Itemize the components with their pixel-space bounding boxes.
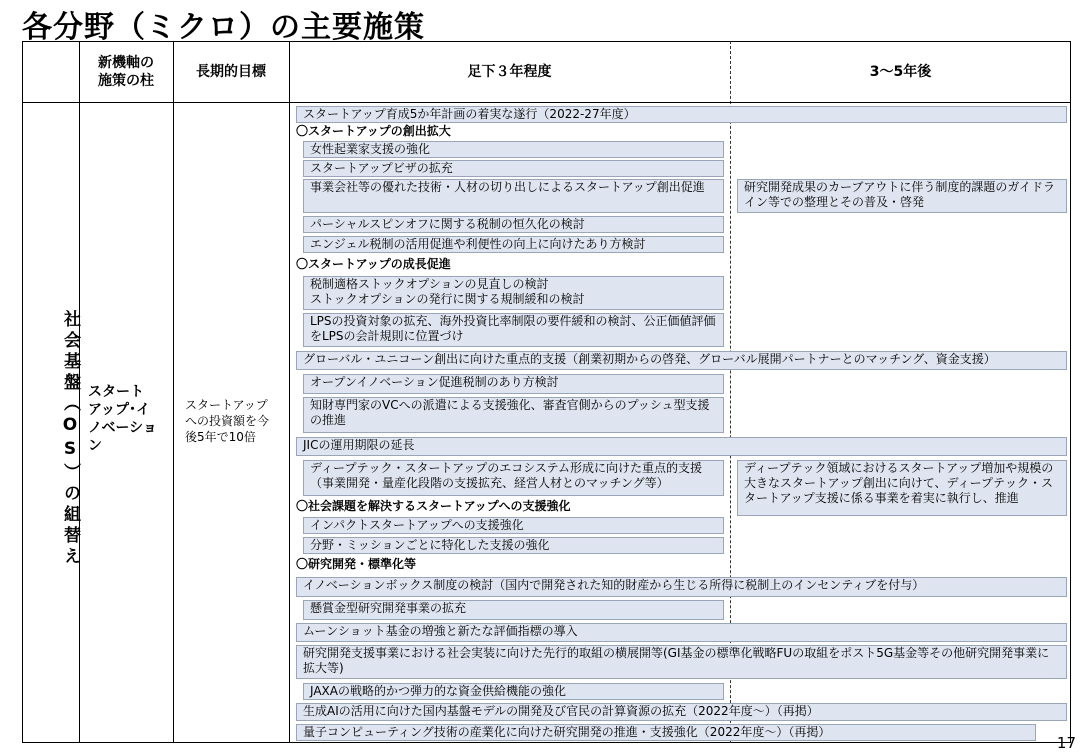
policy-item: 懸賞金型研究開発事業の拡充 xyxy=(303,600,724,620)
section-heading: 〇社会課題を解決するスタートアップへの支援強化 xyxy=(296,499,571,513)
category-label: 社会基盤（OS）の組替え xyxy=(60,310,80,568)
header-divider xyxy=(22,102,1071,103)
policy-item: 生成AIの活用に向けた国内基盤モデルの開発及び官民の計算資源の拡充（2022年度～）（再掲） xyxy=(296,703,1067,721)
policy-item: JAXAの戦略的かつ弾力的な資金供給機能の強化 xyxy=(303,683,724,700)
policy-item: パーシャルスピンオフに関する税制の恒久化の検討 xyxy=(303,216,724,233)
header-goal: 長期的目標 xyxy=(196,63,266,80)
policy-item: グローバル・ユニコーン創出に向けた重点的支援（創業初期からの啓発、グローバル展開パートナーとのマッチング、資金支援） xyxy=(296,351,1067,370)
policy-item: イノベーションボックス制度の検討（国内で開発された知的財産から生じる所得に税制上のインセンティブを付与） xyxy=(296,577,1067,597)
header-near-term: 足下３年程度 xyxy=(467,63,552,80)
pillar-label: スタート アップ･イ ノベーショ ン xyxy=(88,384,157,454)
column-divider xyxy=(173,41,174,743)
policy-item: JICの運用期限の延長 xyxy=(296,437,1067,456)
section-heading: 〇スタートアップの創出拡大 xyxy=(296,124,451,138)
future-item: 研究開発成果のカーブアウトに伴う制度的課題のガイドライン等での整理とその普及・啓発 xyxy=(737,179,1067,213)
policy-item: 量子コンピューティング技術の産業化に向けた研究開発の推進・支援強化（2022年度～）（再掲） xyxy=(296,724,1036,741)
policy-item: 税制適格ストックオプションの見直しの検討 ストックオプションの発行に関する規制緩和の検討 xyxy=(303,276,724,310)
policy-item: スタートアップ育成5か年計画の着実な遂行（2022-27年度） xyxy=(296,106,1067,123)
policy-item: スタートアップビザの拡充 xyxy=(303,160,724,177)
policy-item: 知財専門家のVCへの派遣による支援強化、審査官側からのプッシュ型支援の推進 xyxy=(303,397,724,433)
policy-item: エンジェル税制の活用促進や利便性の向上に向けたあり方検討 xyxy=(303,236,724,253)
policy-item: オープンイノベーション促進税制のあり方検討 xyxy=(303,374,724,394)
header-later: 3～5年後 xyxy=(869,63,932,80)
policy-item: 研究開発支援事業における社会実装に向けた先行的取組の横展開等(GI基金の標準化戦略FUの取組をポスト5G基金等その他研究開発事業に拡大等) xyxy=(296,645,1067,679)
policy-item: LPSの投資対象の拡充、海外投資比率制限の要件緩和の検討、公正価値評価をLPSの会計規則に位置づけ xyxy=(303,313,724,347)
policy-item: インパクトスタートアップへの支援強化 xyxy=(303,517,724,534)
policy-item: 事業会社等の優れた技術・人材の切り出しによるスタートアップ創出促進 xyxy=(303,179,724,213)
policy-item: ディープテック・スタートアップのエコシステム形成に向けた重点的支援（事業開発・量産化段階の支援拡充、経営人材とのマッチング等） xyxy=(303,460,724,496)
policy-item: 女性起業家支援の強化 xyxy=(303,141,724,158)
header-pillar: 新機軸の 施策の柱 xyxy=(98,54,154,89)
policy-item: 分野・ミッションごとに特化した支援の強化 xyxy=(303,537,724,554)
column-divider xyxy=(289,41,290,743)
section-heading: 〇スタートアップの成長促進 xyxy=(296,257,451,271)
section-heading: 〇研究開発・標準化等 xyxy=(296,557,417,571)
future-item: ディープテック領域におけるスタートアップ増加や規模の大きなスタートアップ創出に向けて、ディープテック・スタートアップ支援に係る事業を着実に執行し、推進 xyxy=(737,460,1067,516)
policy-item: ムーンショット基金の増強と新たな評価指標の導入 xyxy=(296,623,1067,642)
goal-text: スタートアップへの投資額を今後5年で10倍 xyxy=(185,398,270,444)
page-title: 各分野（ミクロ）の主要施策 xyxy=(22,10,425,45)
page-number: 17 xyxy=(1056,734,1076,752)
